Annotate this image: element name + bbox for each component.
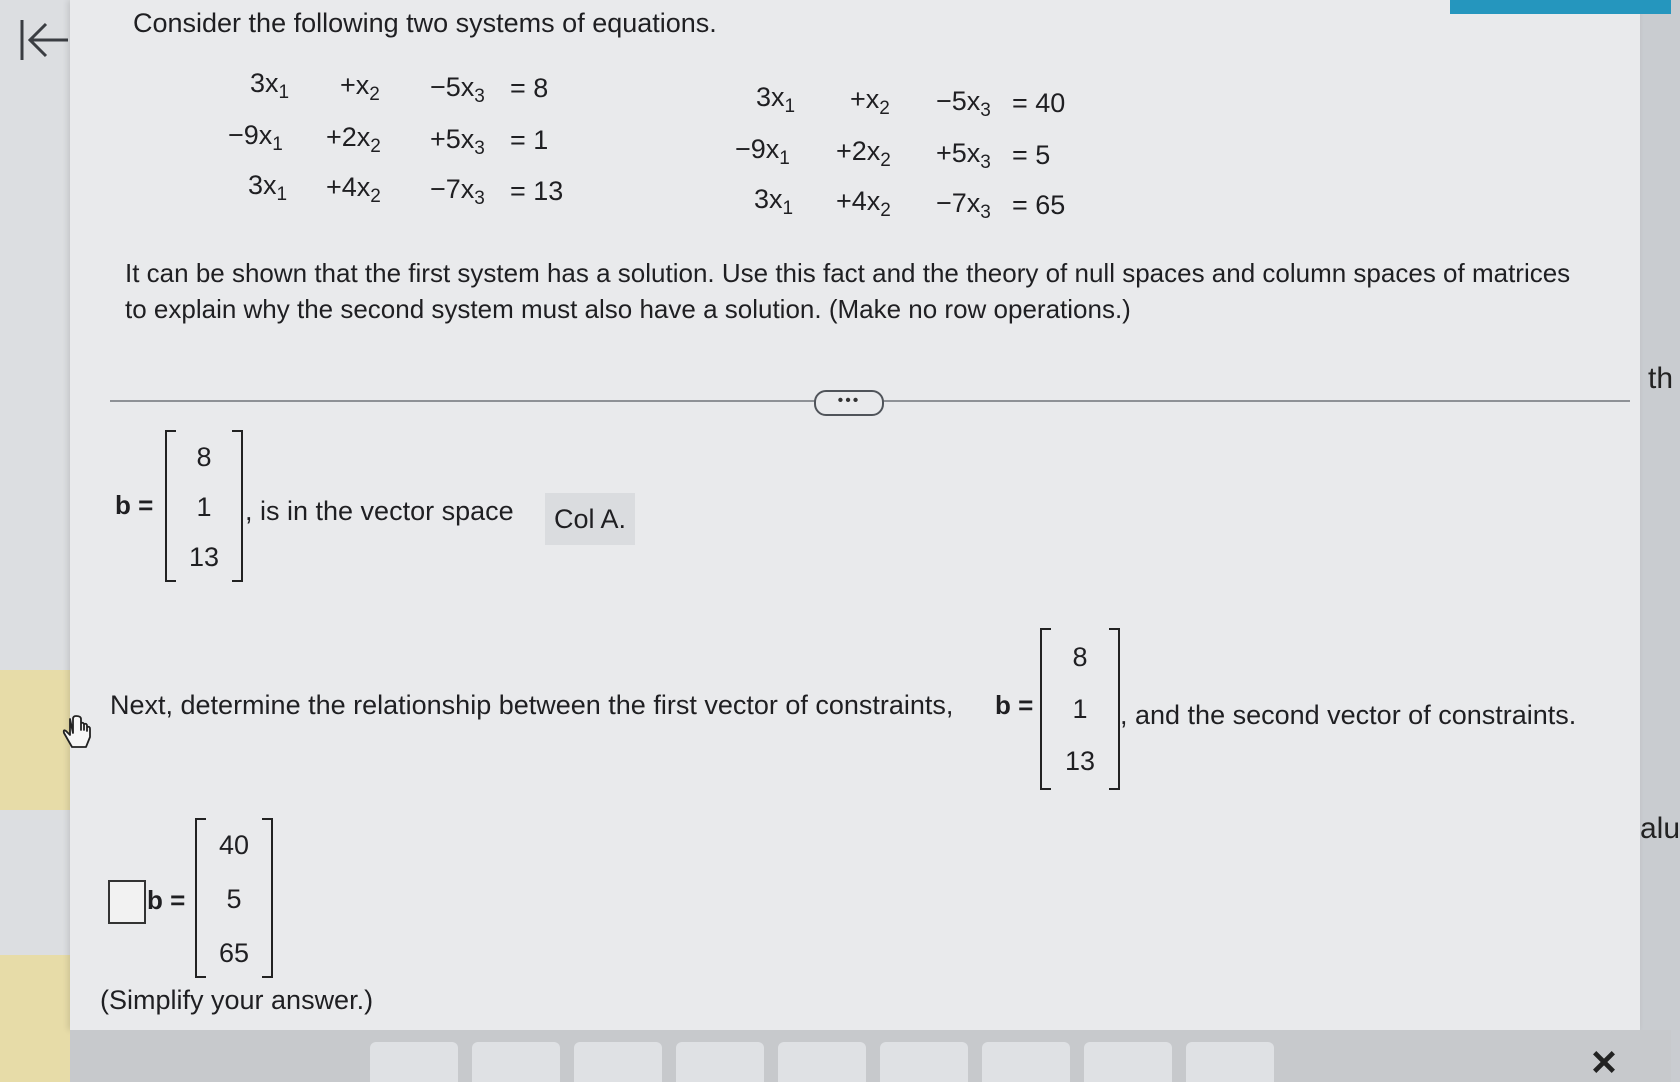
collapse-panel-icon[interactable] [18, 16, 74, 64]
toolbar-button[interactable] [982, 1042, 1070, 1082]
b-vector-step2 [1040, 628, 1120, 790]
close-icon[interactable] [1590, 1048, 1618, 1076]
hand-pointer-icon [60, 715, 94, 751]
eq1-row1-x1: $3x_1$ [250, 68, 290, 103]
sidebar-highlight-lower [0, 955, 70, 1082]
eq2-row3-x3: $-7x_3$ [936, 188, 991, 223]
eq1-row3-x1: $3x_1$ [248, 170, 288, 205]
background-text-fragment: th [1648, 362, 1674, 395]
eq2-row2-x2: $+2x_2$ [836, 136, 891, 171]
eq2-row2-x1: $-9x_1$ [735, 134, 790, 169]
eq2-row3-x2: $+4x_2$ [836, 186, 891, 221]
eq2-row2-rhs: = 5 [1012, 140, 1051, 170]
step2-text-after: , and the second vector of constraints. [1120, 700, 1577, 730]
vector-entry: 65 [218, 938, 250, 968]
simplify-hint: (Simplify your answer.) [100, 985, 374, 1015]
toolbar-button[interactable] [778, 1042, 866, 1082]
toolbar-button[interactable] [880, 1042, 968, 1082]
show-more-button[interactable]: ••• [814, 390, 884, 416]
b-vector-step3 [195, 818, 273, 978]
eq1-row2-rhs: = 1 [510, 125, 549, 155]
b-vector-step1 [165, 430, 243, 582]
left-sidebar [0, 0, 70, 1082]
eq2-row1-rhs: = 40 [1012, 88, 1066, 118]
eq1-row3-x2: $+4x_2$ [326, 172, 381, 207]
toolbar-button[interactable] [676, 1042, 764, 1082]
vector-entry: 8 [196, 442, 212, 472]
toolbar-button[interactable] [370, 1042, 458, 1082]
vector-entry: 1 [1072, 694, 1088, 724]
toolbar-button[interactable] [472, 1042, 560, 1082]
top-accent-bar [1450, 0, 1671, 14]
step2-text: Next, determine the relationship between the first vector of constraints, [110, 690, 954, 720]
question-text: It can be shown that the first system has a solution. Use this fact and the theory of null spaces and column spaces of matrices to explain why the second system must also have a solution. (Make no row operations.) [125, 258, 1571, 324]
eq1-row1-rhs: = 8 [510, 73, 549, 103]
eq1-row1-x3: $-5x_3$ [430, 72, 485, 107]
b-label-step1: b = [115, 490, 154, 520]
step1-text: , is in the vector space [245, 496, 514, 526]
eq1-row2-x1: $-9x_1$ [228, 120, 283, 155]
eq2-row3-rhs: = 65 [1012, 190, 1066, 220]
problem-intro: Consider the following two systems of equations. [133, 8, 717, 38]
b-label-step3: b = [147, 885, 186, 915]
eq2-row1-x3: $-5x_3$ [936, 86, 991, 121]
eq2-row1-x2: $+x_2$ [850, 84, 890, 119]
eq2-row2-x3: $+5x_3$ [936, 138, 991, 173]
eq1-row3-x3: $-7x_3$ [430, 174, 485, 209]
background-text-fragment: alu [1640, 812, 1680, 845]
vector-entry: 13 [1064, 746, 1096, 776]
vector-entry: 8 [1072, 642, 1088, 672]
eq1-row1-x2: $+x_2$ [340, 70, 380, 105]
eq1-row3-rhs: = 13 [510, 176, 564, 206]
toolbar-button[interactable] [574, 1042, 662, 1082]
eq2-row1-x1: $3x_1$ [756, 82, 796, 117]
toolbar-button[interactable] [1084, 1042, 1172, 1082]
vector-entry: 40 [218, 830, 250, 860]
toolbar-button[interactable] [1186, 1042, 1274, 1082]
math-toolbar [70, 1030, 1671, 1082]
answer-checkbox[interactable] [108, 880, 146, 924]
vector-entry: 5 [226, 884, 242, 914]
col-space-answer[interactable]: Col A. [545, 493, 635, 545]
vector-entry: 1 [196, 492, 212, 522]
eq2-row3-x1: $3x_1$ [754, 184, 794, 219]
eq1-row2-x2: $+2x_2$ [326, 122, 381, 157]
vector-entry: 13 [188, 542, 220, 572]
b-label-step2: b = [995, 690, 1034, 720]
eq1-row2-x3: $+5x_3$ [430, 124, 485, 159]
